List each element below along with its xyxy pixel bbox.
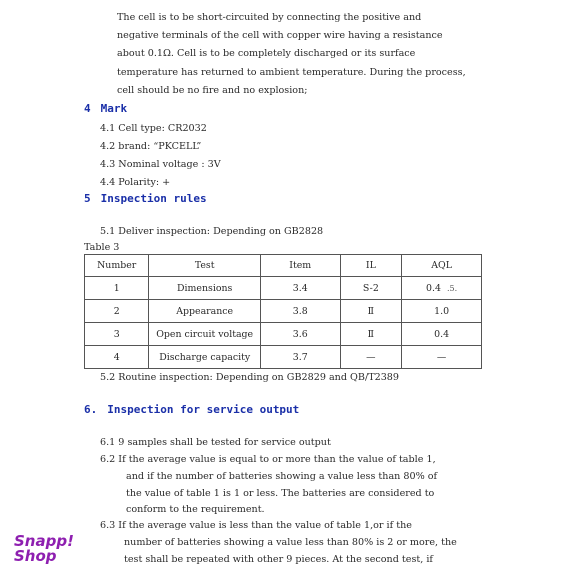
table-cell-value: 0.4 bbox=[426, 282, 441, 294]
intro-line: about 0.1Ω. Cell is to be completely discharged or its surface bbox=[117, 48, 416, 59]
service-output-line: 6.3 If the average value is less than the value of table 1,or if the bbox=[100, 520, 412, 531]
watermark-line: Snapp! bbox=[14, 532, 74, 550]
watermark-logo bbox=[14, 534, 74, 564]
mark-item: 4.1 Cell type: CR2032 bbox=[100, 123, 207, 134]
table-cell: — bbox=[340, 346, 402, 369]
service-output-line: number of batteries showing a value less than 80% is 2 or more, the bbox=[124, 537, 457, 548]
section-title: Inspection rules bbox=[100, 192, 207, 205]
section-heading-inspection-rules bbox=[84, 192, 207, 205]
table-cell bbox=[402, 277, 482, 300]
table-row bbox=[85, 300, 482, 323]
watermark-line: Shop bbox=[14, 547, 57, 565]
table-cell: 3.4 bbox=[260, 277, 340, 300]
table-header-cell: AQL bbox=[402, 255, 482, 277]
service-output-line: conform to the requirement. bbox=[126, 504, 265, 515]
section-heading-mark bbox=[84, 102, 127, 115]
stray-mark: .5. bbox=[446, 283, 458, 293]
mark-item: 4.2 brand: “PKCELL” bbox=[100, 141, 202, 152]
table-row bbox=[85, 277, 482, 300]
table-cell: 3 bbox=[85, 323, 149, 346]
table-header-cell: Item bbox=[260, 255, 340, 277]
intro-line: cell should be no fire and no explosion; bbox=[117, 85, 308, 96]
service-output-line: 6.2 If the average value is equal to or more than the value of table 1, bbox=[100, 454, 436, 465]
section-number: 5 bbox=[84, 192, 91, 205]
table-cell: Open circuit voltage bbox=[149, 323, 261, 346]
table-cell: — bbox=[402, 346, 482, 369]
table-header-cell: Number bbox=[85, 255, 149, 277]
table-cell: 0.4 bbox=[402, 323, 482, 346]
table-cell: S-2 bbox=[340, 277, 402, 300]
table-cell: 1 bbox=[85, 277, 149, 300]
table-row bbox=[85, 346, 482, 369]
table-cell: Discharge capacity bbox=[149, 346, 261, 369]
table-cell: 1.0 bbox=[402, 300, 482, 323]
section-heading-service-output bbox=[84, 403, 299, 416]
intro-line: negative terminals of the cell with copper wire having a resistance bbox=[117, 30, 443, 41]
mark-item: 4.4 Polarity: + bbox=[100, 177, 171, 188]
section-number: 6. bbox=[84, 403, 98, 416]
intro-line: temperature has returned to ambient temperature. During the process, bbox=[117, 67, 466, 78]
intro-line: The cell is to be short-circuited by connecting the positive and bbox=[117, 12, 422, 23]
table-header-cell: IL bbox=[340, 255, 402, 277]
table-cell: 3.7 bbox=[260, 346, 340, 369]
inspection-table bbox=[84, 254, 482, 369]
section-title: Mark bbox=[100, 102, 128, 115]
section-number: 4 bbox=[84, 102, 91, 115]
table-header-row bbox=[85, 255, 482, 277]
service-output-line: and if the number of batteries showing a value less than 80% of bbox=[126, 471, 438, 482]
table-cell: 3.6 bbox=[260, 323, 340, 346]
mark-item: 4.3 Nominal voltage : 3V bbox=[100, 159, 221, 170]
table-cell: 3.8 bbox=[260, 300, 340, 323]
table-cell: Ⅱ bbox=[340, 300, 402, 323]
service-output-line: 6.1 9 samples shall be tested for service output bbox=[100, 437, 331, 448]
table-row bbox=[85, 323, 482, 346]
deliver-inspection-text: 5.1 Deliver inspection: Depending on GB2828 bbox=[100, 226, 324, 237]
routine-inspection-text: 5.2 Routine inspection: Depending on GB2829 and QB/T2389 bbox=[100, 372, 400, 383]
table-header-cell: Test bbox=[149, 255, 261, 277]
table-cell: Dimensions bbox=[149, 277, 261, 300]
table-cell: 4 bbox=[85, 346, 149, 369]
table-cell: Ⅱ bbox=[340, 323, 402, 346]
table-cell: Appearance bbox=[149, 300, 261, 323]
table-cell: 2 bbox=[85, 300, 149, 323]
service-output-line: test shall be repeated with other 9 pieces. At the second test, if bbox=[124, 554, 433, 565]
service-output-line: the value of table 1 is 1 or less. The batteries are considered to bbox=[126, 488, 435, 499]
section-title: Inspection for service output bbox=[107, 403, 300, 416]
table-caption: Table 3 bbox=[84, 242, 120, 253]
